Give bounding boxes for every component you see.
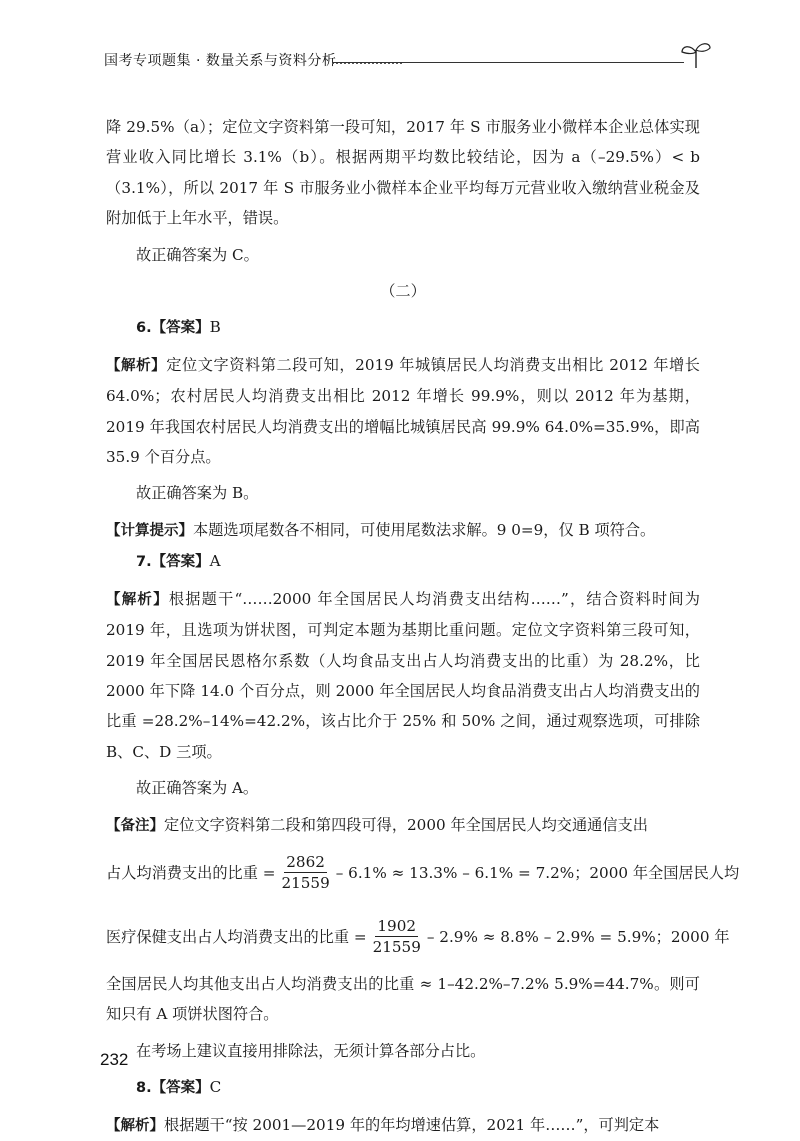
q7-advice: 在考场上建议直接用排除法，无须计算各部分占比。 [136, 1041, 486, 1060]
q7-note-intro [106, 810, 700, 841]
eq2-suffix: – 2.9% ≈ 8.8% – 2.9% = 5.9%；2000 年 [426, 927, 730, 946]
q7-analysis-label: 【解析】 [106, 591, 169, 608]
page-number: 232 [100, 1050, 129, 1069]
q7-note-end: 全国居民人均其他支出占人均消费支出的比重 ≈ 1–42.2%–7.2% 5.9%=44.7%。则可知只有 A 项饼状图符合。 [106, 974, 700, 1024]
q6-answer-value: B [209, 318, 221, 337]
q7-answer-line [106, 546, 700, 577]
q8-analysis-text: 根据题干“按 2001—2019 年的年均增速估算，2021 年……”，可判定本 [164, 1115, 660, 1134]
sprout-icon [676, 40, 716, 70]
page-body [106, 112, 740, 1141]
q8-analysis-label: 【解析】 [106, 1117, 164, 1134]
q6-analysis [106, 350, 700, 473]
eq2-fraction [371, 917, 423, 956]
eq1-fraction [279, 853, 331, 892]
q6-tip-text: 本题选项尾数各不相同，可使用尾数法求解。9 0=9，仅 B 项符合。 [193, 520, 656, 539]
eq1-denominator: 21559 [281, 874, 330, 893]
q6-conclusion: 故正确答案为 B。 [136, 484, 259, 503]
eq1-numerator: 2862 [284, 853, 327, 873]
q7-answer-label: 7.【答案】 [136, 554, 210, 571]
q7-equation-1 [106, 841, 740, 905]
eq2-denominator: 21559 [372, 938, 421, 957]
header-rule [332, 62, 684, 63]
running-header [100, 40, 716, 76]
q6-tip [106, 515, 700, 546]
section-heading: （二） [380, 282, 426, 301]
q8-answer-line [106, 1072, 700, 1103]
q7-analysis-text: 根据题干“……2000 年全国居民人均消费支出结构……”，结合资料时间为 2019 年，且选项为饼状图，可判定本题为基期比重问题。定位文字资料第三段可知，2019 年全国居民恩格尔系数（人均食品支出占人均消费支出的比重）为 28.2%，比 2000 年下降 14.0 个百分点，则 2000 年全国居民人均食品消费支出占人均消费支出的比重 =28.2%–14%=42.2%，该占比介于 25% 和 50% 之间，通过观察选项，可排除 B、C、D 三项。 [106, 589, 700, 761]
paragraph-continuation: 降 29.5%（a）；定位文字资料第一段可知，2017 年 S 市服务业小微样本企业总体实现营业收入同比增长 3.1%（b）。根据两期平均数比较结论，因为 a（–29.5%）< b（3.1%），所以 2017 年 S 市服务业小微样本企业平均每万元营业收入缴纳营业税金及附加低于上年水平，错误。 [106, 118, 700, 228]
q7-note-text: 定位文字资料第二段和第四段可得，2000 年全国居民人均交通通信支出 [164, 815, 648, 834]
q6-tip-label: 【计算提示】 [106, 522, 193, 539]
eq1-suffix: – 6.1% ≈ 13.3% – 6.1% = 7.2%；2000 年全国居民人均 [335, 863, 740, 882]
eq2-prefix: 医疗保健支出占人均消费支出的比重 = [106, 927, 367, 946]
eq1-prefix: 占人均消费支出的比重 = [106, 863, 276, 882]
q8-answer-value: C [209, 1078, 222, 1097]
q7-answer-value: A [209, 552, 221, 571]
q6-analysis-text: 定位文字资料第二段可知，2019 年城镇居民人均消费支出相比 2012 年增长 64.0%；农村居民人均消费支出相比 2012 年增长 99.9%，则以 2012 年为基期，2019 年我国农村居民人均消费支出的增幅比城镇居民高 99.9% 64.0%=35.9%，即高 35.9 个百分点。 [106, 355, 700, 467]
eq2-numerator: 1902 [375, 917, 418, 937]
q6-answer-label: 6.【答案】 [136, 320, 210, 337]
q7-note-label: 【备注】 [106, 817, 164, 834]
q8-analysis [106, 1110, 700, 1141]
header-title: 国考专项题集 · 数量关系与资料分析 [104, 53, 337, 69]
answer-conclusion: 故正确答案为 C。 [136, 245, 259, 264]
q7-equation-2 [106, 905, 730, 969]
q7-analysis [106, 584, 700, 767]
q6-answer-line [106, 312, 700, 343]
q7-conclusion: 故正确答案为 A。 [136, 779, 259, 798]
q6-analysis-label: 【解析】 [106, 357, 167, 374]
q8-answer-label: 8.【答案】 [136, 1080, 210, 1097]
